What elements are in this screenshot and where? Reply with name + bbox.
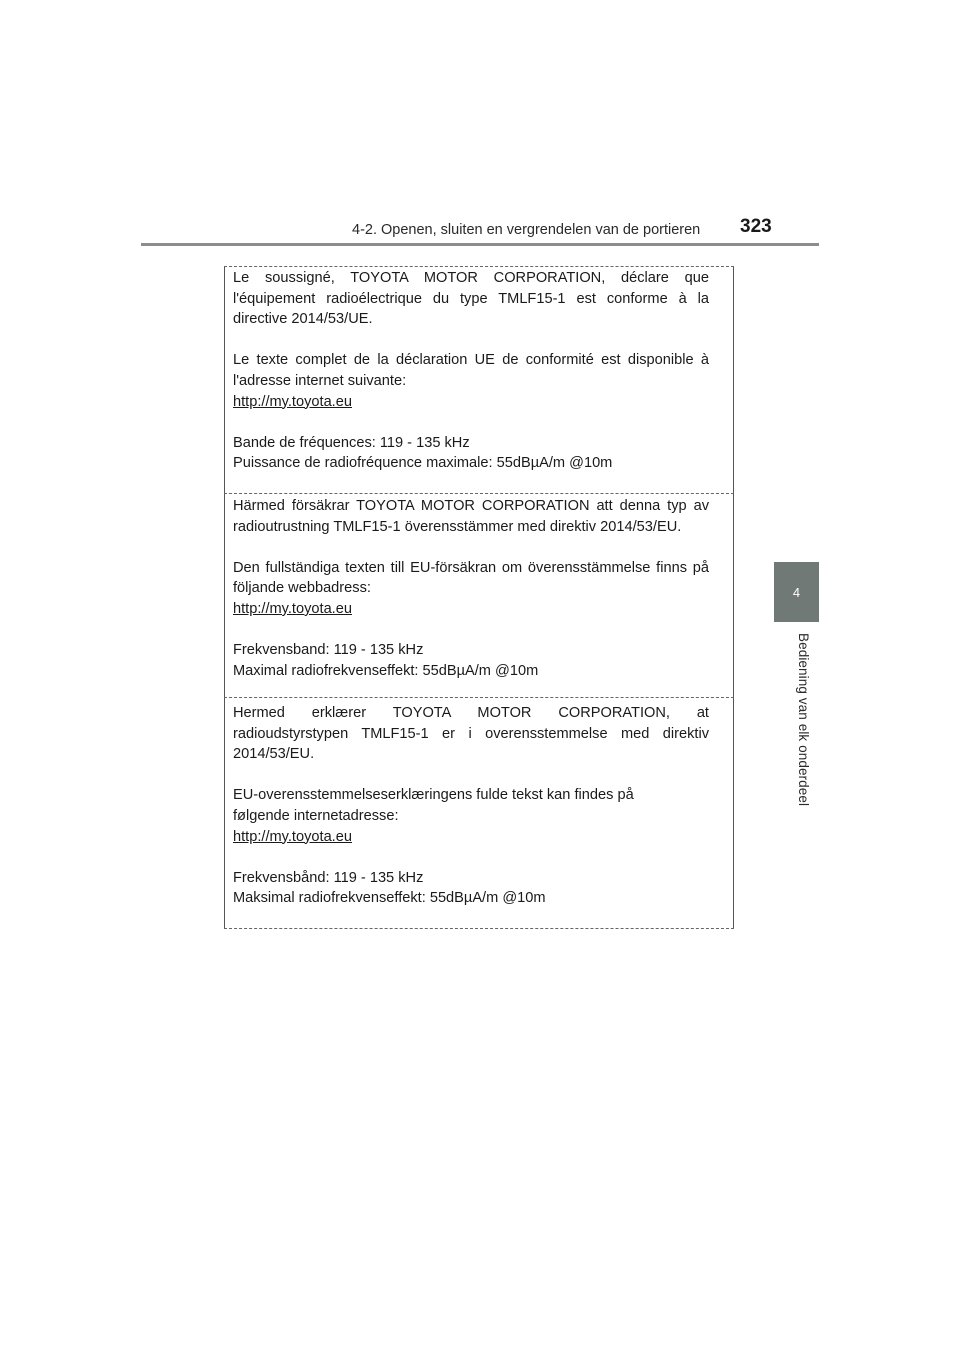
declaration-statement: Hermed erklærer TOYOTA MOTOR CORPORATION, at radioudstyrstypen TMLF15-1 er i overensstemmelse med direktiv 2014/53/EU. [233, 705, 709, 763]
box-top-divider [224, 266, 734, 267]
frequency-band: Bande de fréquences: 119 - 135 kHz [233, 434, 470, 451]
header-rule [141, 243, 819, 246]
section-divider [224, 493, 734, 494]
declaration-section-sv [233, 496, 709, 681]
box-bottom-divider [224, 928, 734, 929]
chapter-tab [774, 562, 819, 622]
declaration-url-link[interactable]: http://my.toyota.eu [233, 393, 352, 410]
declaration-full-text-note [233, 785, 709, 847]
declaration-full-text-note [233, 350, 709, 412]
frequency-band: Frekvensbånd: 119 - 135 kHz [233, 869, 424, 886]
declaration-full-text-note [233, 558, 709, 620]
max-power: Maximal radiofrekvenseffekt: 55dBµA/m @10m [233, 662, 539, 679]
full-text-note: Le texte complet de la déclaration UE de conformité est disponible à l'adresse internet suivante: [233, 352, 709, 389]
page-number: 323 [740, 216, 772, 237]
declaration-url-link[interactable]: http://my.toyota.eu [233, 600, 352, 617]
section-divider [224, 697, 734, 698]
chapter-number: 4 [792, 584, 801, 600]
technical-data [233, 868, 709, 909]
chapter-label: Bediening van elk onderdeel [796, 633, 811, 807]
technical-data [233, 433, 709, 474]
frequency-band: Frekvensband: 119 - 135 kHz [233, 642, 424, 659]
full-text-note: EU-overensstemmelseserklæringens fulde tekst kan findes på følgende internetadresse: [233, 787, 634, 824]
section-title: 4-2. Openen, sluiten en vergrendelen van de portieren [352, 222, 701, 238]
declaration-section-da [233, 703, 709, 909]
declaration-statement: Härmed försäkrar TOYOTA MOTOR CORPORATION att denna typ av radioutrustning TMLF15-1 överensstämmer med direktiv 2014/53/EU. [233, 498, 709, 535]
declaration-url-link[interactable]: http://my.toyota.eu [233, 828, 352, 845]
declaration-statement: Le soussigné, TOYOTA MOTOR CORPORATION, déclare que l'équipement radioélectrique du type TMLF15-1 est conforme à la directive 2014/53/UE. [233, 270, 709, 328]
declaration-section-fr [233, 268, 709, 474]
full-text-note: Den fullständiga texten till EU-försäkran om överensstämmelse finns på följande webbadress: [233, 559, 709, 597]
technical-data [233, 640, 709, 681]
max-power: Maksimal radiofrekvenseffekt: 55dBµA/m @10m [233, 890, 546, 907]
max-power: Puissance de radiofréquence maximale: 55dBµA/m @10m [233, 455, 613, 472]
